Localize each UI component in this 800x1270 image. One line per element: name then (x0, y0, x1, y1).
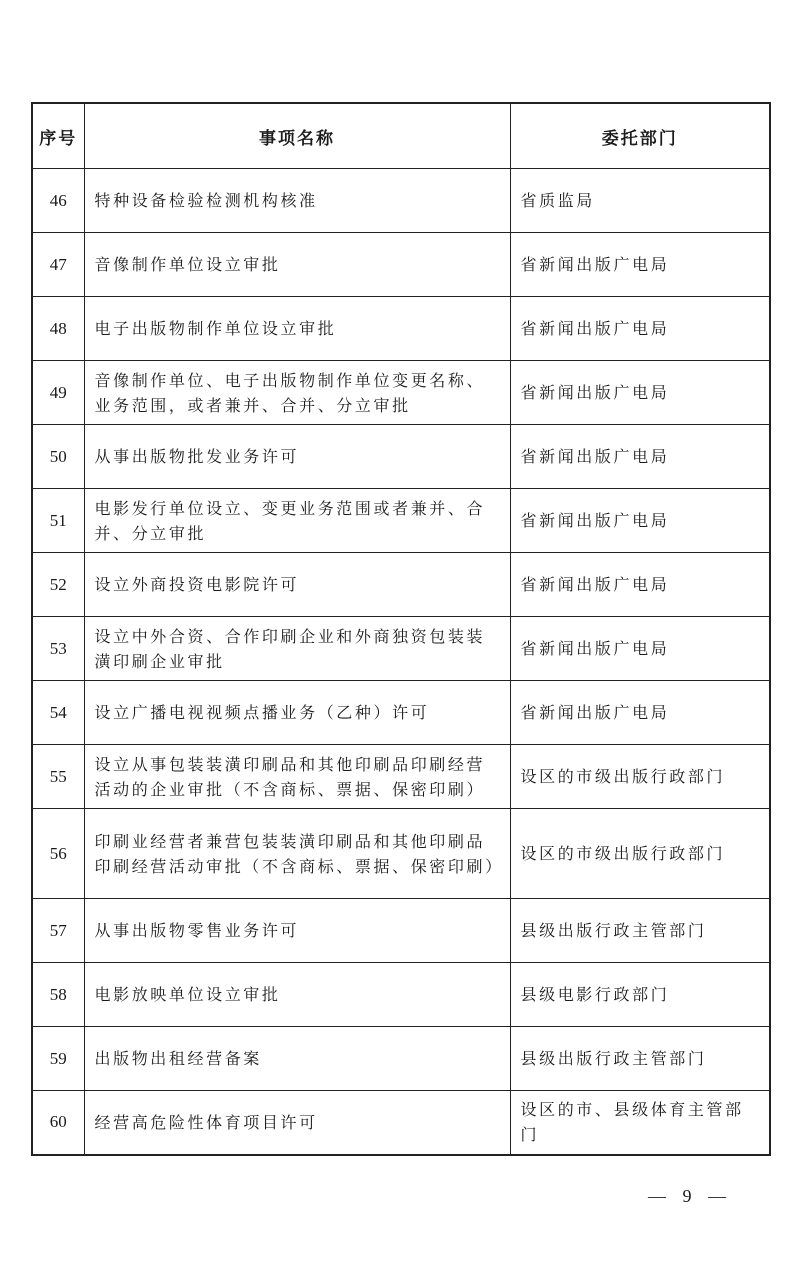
row-delegated-department: 省新闻出版广电局 (510, 297, 770, 361)
row-serial-number: 55 (32, 745, 84, 809)
row-serial-number: 53 (32, 617, 84, 681)
row-delegated-department: 省新闻出版广电局 (510, 489, 770, 553)
row-item-name: 电影放映单位设立审批 (84, 963, 510, 1027)
table-row (32, 297, 770, 361)
header-item-name: 事项名称 (84, 103, 510, 169)
row-delegated-department: 省新闻出版广电局 (510, 425, 770, 489)
row-serial-number: 56 (32, 809, 84, 899)
row-serial-number: 51 (32, 489, 84, 553)
row-delegated-department: 省新闻出版广电局 (510, 553, 770, 617)
row-delegated-department: 省新闻出版广电局 (510, 233, 770, 297)
table-header-row (32, 103, 770, 169)
row-delegated-department: 县级出版行政主管部门 (510, 899, 770, 963)
row-item-name: 出版物出租经营备案 (84, 1027, 510, 1091)
table-row (32, 617, 770, 681)
table-row (32, 1027, 770, 1091)
row-delegated-department: 县级出版行政主管部门 (510, 1027, 770, 1091)
row-item-name: 电影发行单位设立、变更业务范围或者兼并、合并、分立审批 (84, 489, 510, 553)
row-item-name: 印刷业经营者兼营包装装潢印刷品和其他印刷品印刷经营活动审批（不含商标、票据、保密印刷） (84, 809, 510, 899)
row-serial-number: 52 (32, 553, 84, 617)
row-serial-number: 57 (32, 899, 84, 963)
row-item-name: 特种设备检验检测机构核准 (84, 169, 510, 233)
table-row (32, 169, 770, 233)
row-serial-number: 46 (32, 169, 84, 233)
row-item-name: 设立从事包装装潢印刷品和其他印刷品印刷经营活动的企业审批（不含商标、票据、保密印刷） (84, 745, 510, 809)
row-item-name: 经营高危险性体育项目许可 (84, 1091, 510, 1155)
row-delegated-department: 县级电影行政部门 (510, 963, 770, 1027)
row-item-name: 从事出版物批发业务许可 (84, 425, 510, 489)
row-delegated-department: 省新闻出版广电局 (510, 361, 770, 425)
row-item-name: 音像制作单位、电子出版物制作单位变更名称、业务范围，或者兼并、合并、分立审批 (84, 361, 510, 425)
row-delegated-department: 省新闻出版广电局 (510, 617, 770, 681)
row-delegated-department: 设区的市级出版行政部门 (510, 809, 770, 899)
table-row (32, 681, 770, 745)
table-row (32, 963, 770, 1027)
row-serial-number: 59 (32, 1027, 84, 1091)
row-item-name: 音像制作单位设立审批 (84, 233, 510, 297)
table-row (32, 1091, 770, 1155)
table-row (32, 899, 770, 963)
row-delegated-department: 设区的市、县级体育主管部门 (510, 1091, 770, 1155)
table-body (32, 169, 770, 1155)
row-serial-number: 48 (32, 297, 84, 361)
table-row (32, 425, 770, 489)
row-serial-number: 49 (32, 361, 84, 425)
row-item-name: 从事出版物零售业务许可 (84, 899, 510, 963)
row-delegated-department: 省质监局 (510, 169, 770, 233)
table-row (32, 745, 770, 809)
row-serial-number: 60 (32, 1091, 84, 1155)
row-serial-number: 50 (32, 425, 84, 489)
row-item-name: 电子出版物制作单位设立审批 (84, 297, 510, 361)
header-serial-number: 序号 (32, 103, 84, 169)
table-row (32, 809, 770, 899)
page-number: — 9 — (648, 1186, 732, 1206)
row-serial-number: 54 (32, 681, 84, 745)
row-serial-number: 58 (32, 963, 84, 1027)
table-row (32, 361, 770, 425)
items-table (31, 102, 771, 1156)
row-item-name: 设立广播电视视频点播业务（乙种）许可 (84, 681, 510, 745)
header-delegated-department: 委托部门 (510, 103, 770, 169)
row-serial-number: 47 (32, 233, 84, 297)
table-row (32, 489, 770, 553)
row-delegated-department: 省新闻出版广电局 (510, 681, 770, 745)
row-item-name: 设立外商投资电影院许可 (84, 553, 510, 617)
table-row (32, 553, 770, 617)
table-row (32, 233, 770, 297)
row-item-name: 设立中外合资、合作印刷企业和外商独资包装装潢印刷企业审批 (84, 617, 510, 681)
row-delegated-department: 设区的市级出版行政部门 (510, 745, 770, 809)
